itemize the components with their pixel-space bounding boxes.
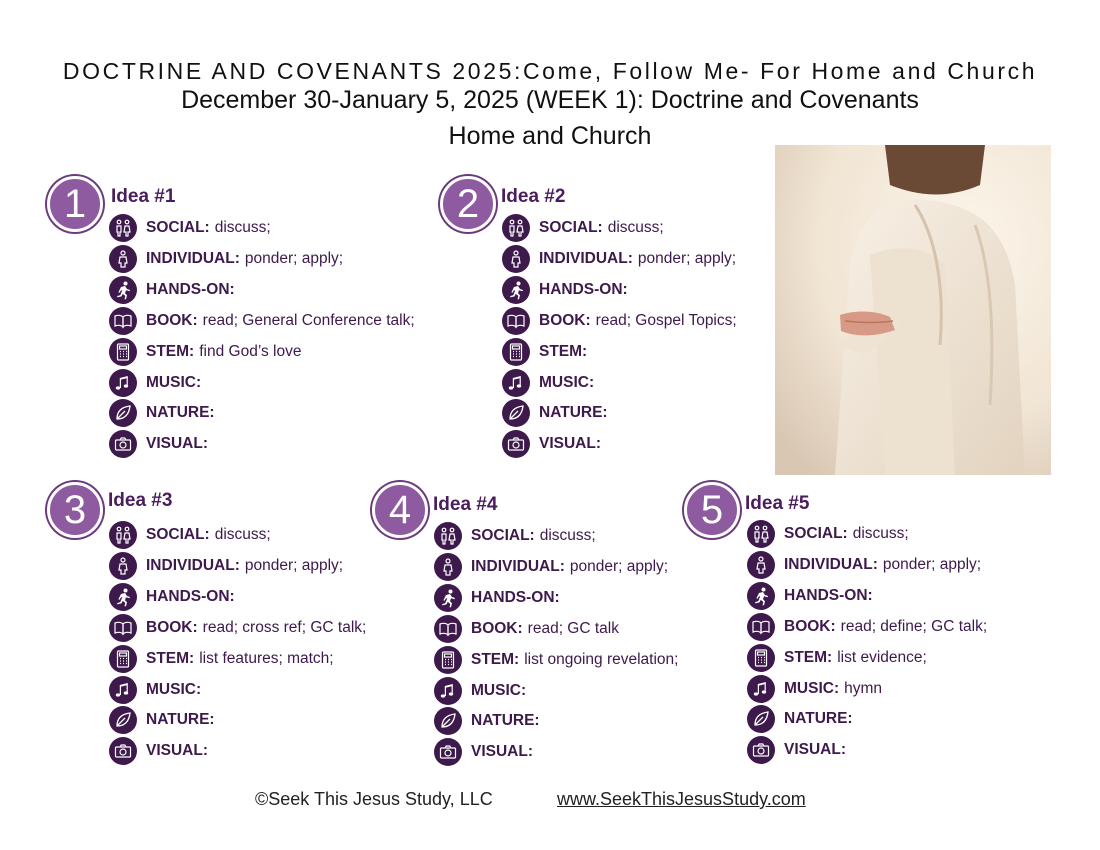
category-value: find God’s love — [199, 343, 302, 360]
open-book-icon — [434, 615, 462, 643]
category-value: ponder; apply; — [882, 556, 982, 573]
category-label: NATURE: — [784, 710, 853, 727]
category-label: BOOK: — [471, 620, 523, 637]
idea-title: Idea #4 — [433, 494, 498, 515]
idea-row-stem — [109, 338, 301, 366]
idea-row-individual — [747, 551, 981, 579]
open-book-icon — [109, 307, 137, 335]
idea-row-stem — [747, 644, 927, 672]
idea-row-hands-on — [434, 584, 565, 612]
idea-number-badge: 3 — [47, 482, 103, 538]
category-value: ponder; apply; — [569, 558, 669, 575]
music-notes-icon — [502, 369, 530, 397]
idea-row-individual — [109, 245, 343, 273]
category-value: ponder; apply; — [244, 250, 344, 267]
music-notes-icon — [109, 369, 137, 397]
category-label: MUSIC: — [146, 681, 202, 698]
category-label: SOCIAL: — [784, 525, 848, 542]
idea-row-stem — [434, 646, 678, 674]
idea-number-badge: 1 — [47, 176, 103, 232]
idea-row-book — [434, 615, 619, 643]
category-label: SOCIAL: — [539, 219, 603, 236]
jesus-outstretched-hand-photo — [775, 145, 1051, 475]
category-label: VISUAL: — [539, 435, 601, 452]
idea-row-book — [747, 613, 987, 641]
category-label: HANDS-ON: — [146, 281, 235, 298]
idea-row-nature — [434, 707, 545, 735]
category-label: VISUAL: — [784, 741, 846, 758]
idea-row-individual — [109, 552, 343, 580]
calculator-icon — [747, 644, 775, 672]
idea-row-stem — [109, 645, 334, 673]
category-value: ponder; apply; — [637, 250, 737, 267]
category-value: list evidence; — [837, 649, 927, 666]
category-value: discuss; — [214, 526, 271, 543]
category-label: HANDS-ON: — [471, 589, 560, 606]
person-icon — [109, 552, 137, 580]
idea-row-music — [109, 676, 206, 704]
idea-title: Idea #2 — [501, 186, 566, 207]
category-label: INDIVIDUAL: — [539, 250, 633, 267]
calculator-icon — [109, 338, 137, 366]
leaf-icon — [109, 399, 137, 427]
idea-row-hands-on — [502, 276, 633, 304]
category-value: discuss; — [539, 527, 596, 544]
calculator-icon — [502, 338, 530, 366]
idea-row-social — [747, 520, 909, 548]
idea-row-visual — [434, 738, 538, 766]
idea-row-social — [502, 214, 664, 242]
category-label: INDIVIDUAL: — [146, 557, 240, 574]
idea-row-music — [502, 369, 599, 397]
calculator-icon — [434, 646, 462, 674]
calculator-icon — [109, 645, 137, 673]
category-label: STEM: — [784, 649, 833, 666]
idea-title: Idea #1 — [111, 186, 176, 207]
running-person-icon — [434, 584, 462, 612]
idea-row-visual — [502, 430, 606, 458]
idea-row-nature — [109, 706, 220, 734]
category-label: STEM: — [146, 650, 195, 667]
music-notes-icon — [109, 676, 137, 704]
category-label: BOOK: — [146, 312, 198, 329]
person-icon — [502, 245, 530, 273]
category-label: HANDS-ON: — [146, 588, 235, 605]
category-value: read; GC talk — [527, 620, 619, 637]
idea-row-nature — [502, 399, 613, 427]
category-value: read; define; GC talk; — [840, 618, 988, 635]
leaf-icon — [502, 399, 530, 427]
idea-row-visual — [109, 430, 213, 458]
category-label: NATURE: — [146, 404, 215, 421]
people-icon — [747, 520, 775, 548]
idea-row-book — [502, 307, 737, 335]
idea-title: Idea #5 — [745, 493, 810, 514]
idea-row-social — [109, 521, 271, 549]
category-label: BOOK: — [146, 619, 198, 636]
category-label: NATURE: — [146, 711, 215, 728]
category-label: VISUAL: — [471, 743, 533, 760]
category-value: read; Gospel Topics; — [595, 312, 737, 329]
category-value: discuss; — [607, 219, 664, 236]
category-label: STEM: — [146, 343, 195, 360]
idea-row-visual — [109, 737, 213, 765]
idea-row-individual — [434, 553, 668, 581]
category-label: NATURE: — [471, 712, 540, 729]
camera-icon — [434, 738, 462, 766]
category-label: HANDS-ON: — [784, 587, 873, 604]
idea-row-book — [109, 307, 415, 335]
category-label: INDIVIDUAL: — [784, 556, 878, 573]
person-icon — [434, 553, 462, 581]
category-label: HANDS-ON: — [539, 281, 628, 298]
leaf-icon — [434, 707, 462, 735]
open-book-icon — [502, 307, 530, 335]
category-label: SOCIAL: — [146, 219, 210, 236]
running-person-icon — [109, 276, 137, 304]
idea-row-nature — [747, 705, 858, 733]
idea-row-social — [109, 214, 271, 242]
idea-number-badge: 5 — [684, 482, 740, 538]
category-value: list features; match; — [199, 650, 334, 667]
category-value: hymn — [844, 680, 883, 697]
idea-row-hands-on — [109, 276, 240, 304]
category-label: SOCIAL: — [471, 527, 535, 544]
running-person-icon — [502, 276, 530, 304]
people-icon — [434, 522, 462, 550]
music-notes-icon — [747, 675, 775, 703]
leaf-icon — [747, 705, 775, 733]
idea-row-nature — [109, 399, 220, 427]
camera-icon — [502, 430, 530, 458]
idea-row-hands-on — [109, 583, 240, 611]
category-label: STEM: — [539, 343, 588, 360]
idea-row-social — [434, 522, 596, 550]
page-title: DOCTRINE AND COVENANTS 2025:Come, Follow Me- For Home and Church — [62, 58, 1038, 84]
idea-row-music — [434, 677, 531, 705]
leaf-icon — [109, 706, 137, 734]
idea-row-hands-on — [747, 582, 878, 610]
running-person-icon — [747, 582, 775, 610]
category-label: BOOK: — [539, 312, 591, 329]
idea-row-music — [747, 675, 882, 703]
page-subtitle-continued: Home and Church — [448, 122, 652, 150]
people-icon — [109, 214, 137, 242]
category-label: MUSIC: — [784, 680, 840, 697]
category-label: MUSIC: — [471, 682, 527, 699]
idea-title: Idea #3 — [108, 490, 173, 511]
category-label: VISUAL: — [146, 435, 208, 452]
category-label: BOOK: — [784, 618, 836, 635]
category-label: MUSIC: — [146, 374, 202, 391]
category-label: VISUAL: — [146, 742, 208, 759]
idea-row-stem — [502, 338, 592, 366]
category-label: SOCIAL: — [146, 526, 210, 543]
open-book-icon — [109, 614, 137, 642]
idea-number-badge: 2 — [440, 176, 496, 232]
people-icon — [109, 521, 137, 549]
category-label: STEM: — [471, 651, 520, 668]
category-label: MUSIC: — [539, 374, 595, 391]
idea-row-book — [109, 614, 366, 642]
person-icon — [109, 245, 137, 273]
page-subtitle: December 30-January 5, 2025 (WEEK 1): Doctrine and Covenants — [181, 86, 919, 114]
category-label: NATURE: — [539, 404, 608, 421]
camera-icon — [747, 736, 775, 764]
camera-icon — [109, 430, 137, 458]
camera-icon — [109, 737, 137, 765]
category-value: read; cross ref; GC talk; — [202, 619, 367, 636]
idea-row-music — [109, 369, 206, 397]
open-book-icon — [747, 613, 775, 641]
copyright-text: ©Seek This Jesus Study, LLC — [255, 789, 493, 809]
person-icon — [747, 551, 775, 579]
website-link[interactable]: www.SeekThisJesusStudy.com — [557, 789, 806, 809]
category-value: discuss; — [214, 219, 271, 236]
category-value: ponder; apply; — [244, 557, 344, 574]
category-label: INDIVIDUAL: — [146, 250, 240, 267]
idea-row-visual — [747, 736, 851, 764]
idea-row-individual — [502, 245, 736, 273]
idea-number-badge: 4 — [372, 482, 428, 538]
category-value: list ongoing revelation; — [524, 651, 679, 668]
music-notes-icon — [434, 677, 462, 705]
category-value: discuss; — [852, 525, 909, 542]
running-person-icon — [109, 583, 137, 611]
category-value: read; General Conference talk; — [202, 312, 415, 329]
category-label: INDIVIDUAL: — [471, 558, 565, 575]
people-icon — [502, 214, 530, 242]
